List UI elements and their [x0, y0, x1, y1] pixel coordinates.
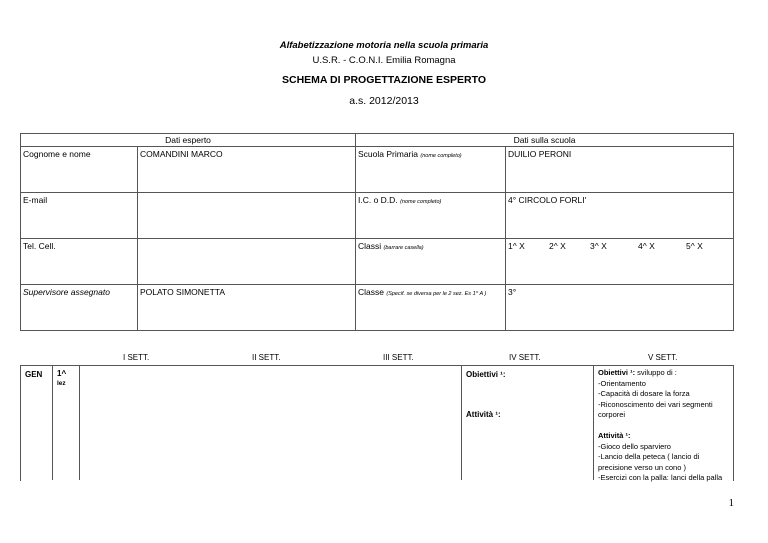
class-5: 5^ X [686, 241, 703, 251]
value-supervisor: POLATO SIMONETTA [138, 285, 356, 331]
week-4-header: IV SETT. [509, 353, 541, 362]
label-school: Scuola Primaria (nome completo) [356, 147, 506, 193]
label-phone: Tel. Cell. [21, 239, 138, 285]
label-ic: I.C. o D.D. (nome completo) [356, 193, 506, 239]
iv-activities: Attività ¹: [466, 410, 501, 419]
value-ic: 4° CIRCOLO FORLI' [506, 193, 734, 239]
page-number: 1 [728, 497, 734, 509]
classes-list [506, 239, 734, 285]
class-3: 3^ X [590, 241, 607, 251]
week-3-header: III SETT. [383, 353, 414, 362]
section-school: Dati sulla scuola [356, 134, 734, 147]
v-activity-item: -Gioco dello sparviero [598, 441, 671, 451]
label-class: Classe (Specif. se diversa per le 2 sez. Es 1^ A ) [356, 285, 506, 331]
divider-week-4 [461, 365, 462, 480]
v-activity-item: -Esercizi con la palla: lanci della palla [598, 473, 723, 482]
divider-month [52, 365, 53, 480]
v-activities-block [598, 431, 730, 484]
class-4: 4^ X [638, 241, 655, 251]
label-email: E-mail [21, 193, 138, 239]
lesson-label: lez [57, 380, 66, 387]
v-objective-item: -Riconoscimento dei vari segmenti corporei [598, 399, 713, 419]
week-1-header: I SETT. [123, 353, 150, 362]
week-5-header: V SETT. [648, 353, 678, 362]
value-school: DUILIO PERONI [506, 147, 734, 193]
value-phone [138, 239, 356, 285]
month-cell: GEN [25, 370, 43, 379]
v-activities-label: Attività ¹: [598, 431, 631, 440]
class-1: 1^ X [508, 241, 525, 251]
divider-week-5 [593, 365, 594, 480]
divider-lesson [79, 365, 80, 480]
value-class: 3° [506, 285, 734, 331]
label-supervisor: Supervisore assegnato [21, 285, 138, 331]
header-line-1: Alfabetizzazione motoria nella scuola primaria [279, 40, 489, 51]
header-line-2: U.S.R. - C.O.N.I. Emilia Romagna [312, 55, 456, 66]
v-objectives-label: Obiettivi ¹: [598, 368, 636, 377]
lesson-number: 1^ [57, 369, 67, 378]
v-objectives-block [598, 368, 730, 421]
label-name: Cognome e nome [21, 147, 138, 193]
section-expert: Dati esperto [21, 134, 356, 147]
school-year: a.s. 2012/2013 [349, 95, 419, 107]
iv-objectives: Obiettivi ¹: [466, 370, 506, 379]
week-2-header: II SETT. [252, 353, 281, 362]
info-table [20, 133, 734, 331]
class-2: 2^ X [549, 241, 566, 251]
v-objective-item: -Capacità di dosare la forza [598, 389, 690, 398]
label-classes: Classi (barrare casella) [356, 239, 506, 285]
value-name: COMANDINI MARCO [138, 147, 356, 193]
value-email [138, 193, 356, 239]
v-activity-item: -Lancio della peteca ( lancio di precisione verso un cono ) [598, 452, 700, 472]
v-objective-item: -Orientamento [598, 378, 646, 388]
v-objectives-intro: sviluppo di : [635, 368, 677, 377]
document-title: SCHEMA DI PROGETTAZIONE ESPERTO [282, 74, 486, 86]
